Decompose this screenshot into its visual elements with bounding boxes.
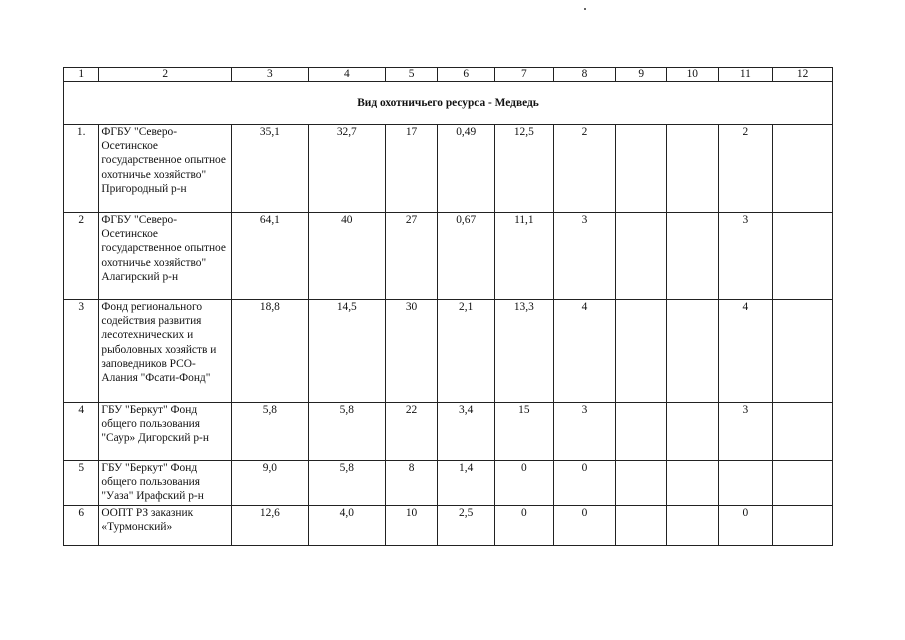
value-cell: 27	[385, 213, 438, 300]
value-cell	[616, 461, 667, 506]
value-cell	[666, 213, 718, 300]
table-row	[64, 403, 833, 461]
value-cell: 5,8	[308, 403, 385, 461]
value-cell: 3	[718, 403, 773, 461]
column-header: 9	[616, 68, 667, 82]
value-cell	[773, 213, 833, 300]
value-cell	[616, 125, 667, 213]
column-header: 2	[99, 68, 232, 82]
value-cell	[666, 506, 718, 546]
value-cell	[666, 403, 718, 461]
organization-name: Фонд регионального содействия развития лесотехнических и рыболовных хозяйств и заповедников РСО-Алания "Фсати-Фонд"	[99, 300, 232, 403]
value-cell: 0	[718, 506, 773, 546]
value-cell: 30	[385, 300, 438, 403]
value-cell	[773, 461, 833, 506]
value-cell: 0	[495, 506, 554, 546]
resource-title: Вид охотничьего ресурса - Медведь	[64, 82, 833, 125]
organization-name: ФГБУ "Северо-Осетинское государственное опытное охотничье хозяйство" Алагирский р-н	[99, 213, 232, 300]
row-number: 4	[64, 403, 99, 461]
value-cell: 4,0	[308, 506, 385, 546]
column-header: 11	[718, 68, 773, 82]
row-number: 2	[64, 213, 99, 300]
value-cell: 4	[553, 300, 616, 403]
row-number: 5	[64, 461, 99, 506]
value-cell: 8	[385, 461, 438, 506]
column-header: 10	[666, 68, 718, 82]
table-row	[64, 461, 833, 506]
value-cell	[773, 403, 833, 461]
value-cell: 5,8	[308, 461, 385, 506]
column-header: 3	[231, 68, 308, 82]
value-cell: 0	[553, 506, 616, 546]
value-cell	[773, 506, 833, 546]
table-row	[64, 125, 833, 213]
page-mark	[584, 8, 586, 10]
value-cell	[616, 403, 667, 461]
value-cell: 18,8	[231, 300, 308, 403]
organization-name: ГБУ "Беркут" Фонд общего пользования "Уаза" Ирафский р-н	[99, 461, 232, 506]
row-number: 1.	[64, 125, 99, 213]
value-cell: 2	[553, 125, 616, 213]
column-header: 5	[385, 68, 438, 82]
value-cell: 2	[718, 125, 773, 213]
column-header: 8	[553, 68, 616, 82]
value-cell: 0,49	[438, 125, 495, 213]
table-row	[64, 213, 833, 300]
column-header: 7	[495, 68, 554, 82]
organization-name: ООПТ РЗ заказник «Турмонский»	[99, 506, 232, 546]
value-cell: 12,5	[495, 125, 554, 213]
value-cell: 3	[718, 213, 773, 300]
value-cell: 3	[553, 403, 616, 461]
value-cell: 14,5	[308, 300, 385, 403]
value-cell	[616, 300, 667, 403]
organization-name: ФГБУ "Северо-Осетинское государственное опытное охотничье хозяйство" Пригородный р-н	[99, 125, 232, 213]
value-cell: 10	[385, 506, 438, 546]
column-header: 6	[438, 68, 495, 82]
value-cell: 3,4	[438, 403, 495, 461]
value-cell: 22	[385, 403, 438, 461]
value-cell: 2,1	[438, 300, 495, 403]
value-cell: 17	[385, 125, 438, 213]
value-cell: 13,3	[495, 300, 554, 403]
value-cell: 35,1	[231, 125, 308, 213]
hunting-resource-table	[63, 67, 833, 546]
value-cell	[666, 125, 718, 213]
column-header: 12	[773, 68, 833, 82]
value-cell	[666, 461, 718, 506]
value-cell: 0	[553, 461, 616, 506]
value-cell	[616, 213, 667, 300]
value-cell: 9,0	[231, 461, 308, 506]
value-cell	[616, 506, 667, 546]
value-cell: 0,67	[438, 213, 495, 300]
value-cell	[773, 300, 833, 403]
value-cell	[718, 461, 773, 506]
value-cell: 32,7	[308, 125, 385, 213]
table-row	[64, 300, 833, 403]
value-cell: 40	[308, 213, 385, 300]
value-cell: 15	[495, 403, 554, 461]
resource-title-row	[64, 82, 833, 125]
row-number: 6	[64, 506, 99, 546]
column-header: 1	[64, 68, 99, 82]
value-cell: 5,8	[231, 403, 308, 461]
organization-name: ГБУ "Беркут" Фонд общего пользования "Саур» Дигорский р-н	[99, 403, 232, 461]
value-cell: 1,4	[438, 461, 495, 506]
table-row	[64, 506, 833, 546]
value-cell	[666, 300, 718, 403]
value-cell	[773, 125, 833, 213]
value-cell: 64,1	[231, 213, 308, 300]
row-number: 3	[64, 300, 99, 403]
value-cell: 11,1	[495, 213, 554, 300]
value-cell: 4	[718, 300, 773, 403]
value-cell: 12,6	[231, 506, 308, 546]
value-cell: 0	[495, 461, 554, 506]
column-number-row	[64, 68, 833, 82]
column-header: 4	[308, 68, 385, 82]
value-cell: 2,5	[438, 506, 495, 546]
value-cell: 3	[553, 213, 616, 300]
